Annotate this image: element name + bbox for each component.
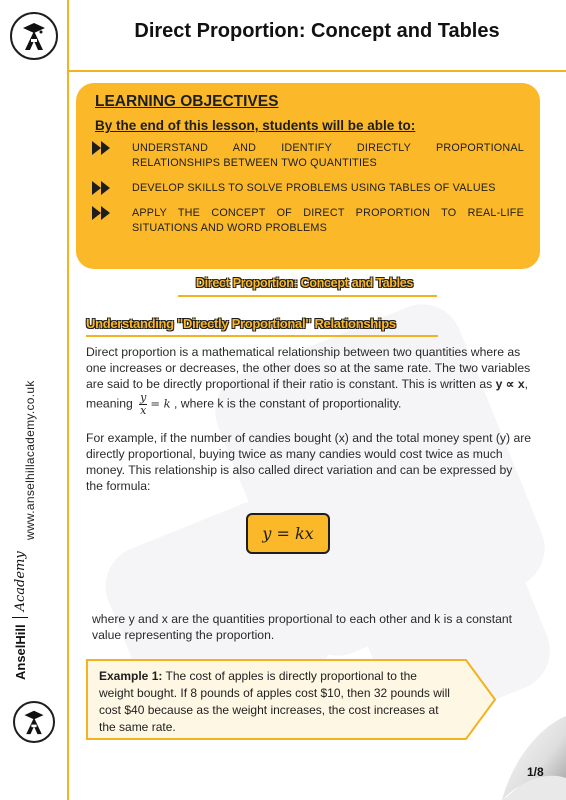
- objective-item: [92, 141, 524, 171]
- example-callout: [86, 659, 496, 740]
- formula-box: y = kx: [246, 513, 330, 554]
- objective-text: DEVELOP SKILLS TO SOLVE PROBLEMS USING TABLES OF VALUES: [132, 182, 496, 194]
- sidebar-divider: [67, 0, 69, 800]
- objectives-intro: By the end of this lesson, students will be able to:: [95, 118, 416, 133]
- learning-objectives-box: [76, 83, 540, 269]
- section-heading: Direct Proportion: Concept and Tables: [195, 276, 414, 290]
- ratio-fraction: [139, 392, 147, 417]
- brand-separator: [12, 617, 28, 618]
- subheading-underline: [86, 335, 438, 337]
- double-arrow-icon: [92, 141, 114, 155]
- brand-subtitle: Academy: [12, 551, 28, 612]
- page-curl-icon: [494, 716, 566, 800]
- bottom-logo: [13, 701, 55, 743]
- fraction-rhs: = k: [150, 396, 171, 411]
- website-url[interactable]: www.anselhillacademy.co.uk: [23, 380, 37, 540]
- header-divider: [67, 70, 566, 72]
- example-body: The cost of apples is directly proportional to the weight bought. If 8 pounds of apples cost $10, then 32 pounds will cost $40 because as the weight increases, the cost increases at the same rate.: [99, 669, 450, 734]
- paragraph-text: , meaning: [86, 377, 529, 411]
- section-heading-underline: [178, 295, 437, 297]
- objective-text: APPLY THE CONCEPT OF DIRECT PROPORTION TO REAL-LIFE SITUATIONS AND WORD PROBLEMS: [132, 207, 524, 234]
- double-arrow-icon: [92, 206, 114, 220]
- brand-name: AnselHill: [12, 624, 28, 680]
- proportional-symbol: y ∝ x: [495, 377, 525, 391]
- fraction-denominator: x: [140, 404, 147, 417]
- page-number: 1/8: [527, 765, 544, 779]
- objective-item: [92, 206, 524, 236]
- academy-logo-icon: [15, 703, 53, 741]
- page-title: Direct Proportion: Concept and Tables: [134, 20, 500, 42]
- paragraph-text: written as: [440, 377, 493, 391]
- objectives-title: LEARNING OBJECTIVES: [95, 93, 279, 110]
- fraction-numerator: y: [140, 391, 147, 404]
- objective-item: [92, 181, 524, 196]
- paragraph-text: , where k is the constant of proportionality.: [174, 396, 402, 411]
- paragraph-example: For example, if the number of candies bought (x) and the total money spent (y) are directly proportional, buying twice as many candies would cost twice as much money. This relationship is also called direct variation and can be expressed by the formula:: [86, 431, 532, 493]
- example-label: Example 1:: [99, 669, 163, 683]
- double-arrow-icon: [92, 181, 114, 195]
- objective-text: UNDERSTAND AND IDENTIFY DIRECTLY PROPORTIONAL RELATIONSHIPS BETWEEN TWO QUANTITIES: [132, 142, 524, 169]
- paragraph-explanation: where y and x are the quantities proportional to each other and k is a constant value representing the proportion.: [92, 612, 513, 642]
- subheading: Understanding "Directly Proportional" Relationships: [86, 316, 396, 331]
- logo: [10, 12, 58, 60]
- paragraph-definition: [86, 344, 532, 417]
- paragraph-text: Direct proportion is a mathematical relationship between two quantities where as one increases or decreases, the other does so at the same rate. The two variables are said to be directly proportional if their ratio is constant. This is: [86, 345, 531, 391]
- brand-wordmark: [12, 551, 28, 680]
- example-text: [99, 668, 454, 736]
- academy-logo-icon: [12, 14, 56, 58]
